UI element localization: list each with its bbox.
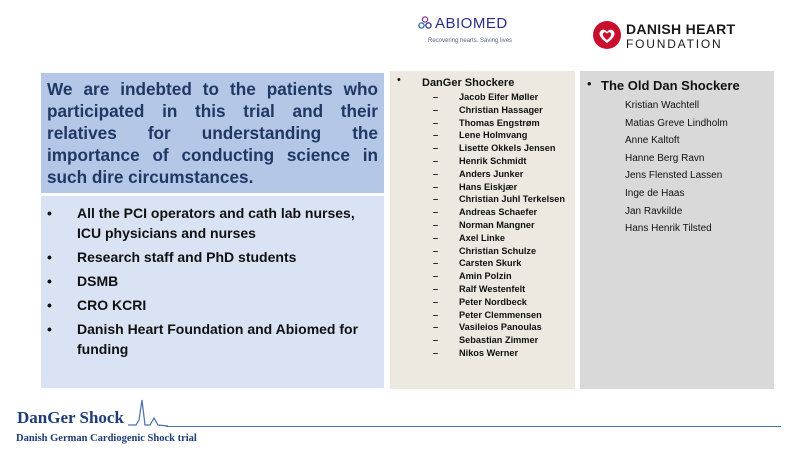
trial-logo-title: DanGer Shock [17, 408, 124, 427]
list-item: • All the PCI operators and cath lab nurses, ICU physicians and nurses [47, 205, 355, 241]
list-item: Jan Ravkilde [625, 205, 683, 217]
danger-shockere-list [433, 91, 565, 360]
list-item: – Anders Junker [433, 168, 524, 179]
list-item: – Jacob Eifer Møller [433, 92, 539, 102]
list-item: – Christian Schulze [433, 245, 537, 256]
list-item: Inge de Haas [625, 187, 685, 199]
list-item: – Sebastian Zimmer [433, 335, 539, 346]
old-dan-shockere-list [625, 97, 728, 238]
list-item: Hans Henrik Tilsted [625, 223, 712, 235]
abiomed-symbol-icon [418, 16, 432, 30]
list-item: – Christian Juhl Terkelsen [433, 194, 566, 205]
list-item: – Lisette Okkels Jensen [433, 143, 556, 154]
bullet: • [587, 76, 592, 91]
list-item: • CRO KCRI [47, 297, 147, 313]
list-item: – Andreas Schaefer [433, 207, 538, 218]
acknowledgement-intro-box [41, 73, 384, 193]
list-item: – Hans Eiskjær [433, 181, 518, 192]
abiomed-tagline: Recovering hearts. Saving lives [428, 38, 513, 44]
list-item: – Christian Hassager [433, 104, 543, 115]
acknowledgement-list-box [41, 196, 384, 388]
abiomed-name: ABIOMED [435, 15, 508, 32]
danish-heart-foundation-logo [592, 20, 752, 54]
list-item: • DSMB [47, 273, 119, 289]
old-dan-shockere-panel [580, 71, 774, 389]
danger-shockere-panel [390, 71, 575, 389]
list-item: Anne Kaltoft [625, 135, 680, 147]
list-item: – Lene Holmvang [433, 130, 528, 141]
footer-divider [166, 426, 781, 427]
list-item: – Vasileios Panoulas [433, 322, 542, 333]
list-item: – Amin Polzin [433, 271, 512, 282]
list-item: – Carsten Skurk [433, 258, 522, 269]
list-item: Hanne Berg Ravn [625, 152, 705, 164]
heart-icon [592, 20, 622, 50]
list-item: – Peter Clemmensen [433, 309, 542, 320]
bullet: • [397, 74, 401, 86]
list-item: – Henrik Schmidt [433, 155, 527, 166]
danger-shockere-heading: DanGer Shockere [422, 77, 515, 89]
list-item: – Axel Linke [433, 232, 505, 243]
dhf-name-line2: FOUNDATION [626, 37, 723, 51]
ecg-line-icon [128, 398, 168, 428]
list-item: Matias Greve Lindholm [625, 117, 728, 129]
list-item: Jens Flensted Lassen [625, 170, 723, 182]
acknowledgement-list [41, 196, 384, 359]
old-dan-shockere-heading: The Old Dan Shockere [601, 78, 740, 93]
list-item: – Nikos Werner [433, 347, 519, 358]
dhf-name-line1: DANISH HEART [626, 21, 736, 37]
trial-full-name: Danish German Cardiogenic Shock trial [16, 433, 197, 444]
list-item: • Research staff and PhD students [47, 249, 297, 265]
abiomed-logo [418, 14, 518, 54]
acknowledgement-intro-text: We are indebted to the patients who participated in this trial and their relatives for understanding the importance of conducting science in such dire circumstances. [47, 79, 378, 187]
list-item: – Ralf Westenfelt [433, 283, 526, 294]
list-item: – Peter Nordbeck [433, 296, 527, 307]
list-item: – Thomas Engstrøm [433, 117, 540, 128]
list-item: – Norman Mangner [433, 219, 535, 230]
list-item: • Danish Heart Foundation and Abiomed for funding [47, 321, 359, 357]
list-item: Kristian Wachtell [625, 100, 700, 111]
